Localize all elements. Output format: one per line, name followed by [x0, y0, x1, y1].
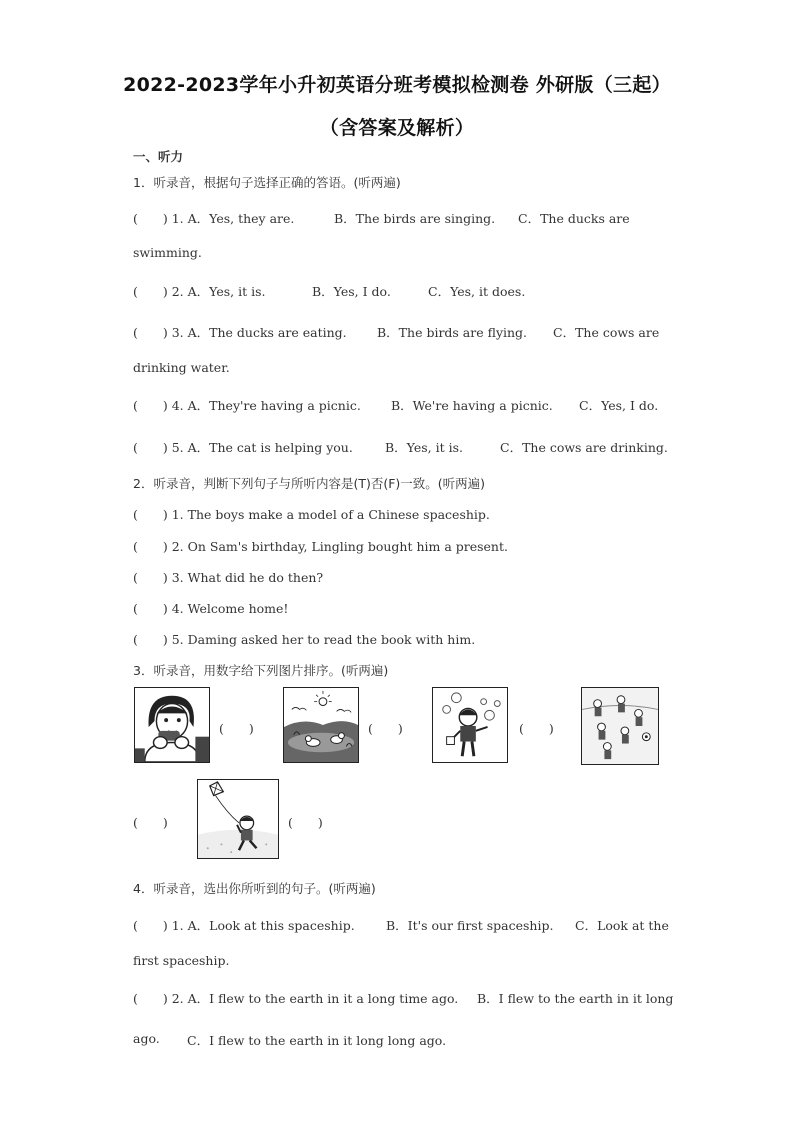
q1-item-3-cont: drinking water.	[133, 360, 230, 375]
q4-item-2-cont: ago.	[133, 1031, 160, 1046]
q1-heading: 1．听录音，根据句子选择正确的答语。(听两遍)	[133, 175, 401, 190]
q4-item-2-a: ( ) 2. A．I flew to the earth in it a long time ago.	[133, 991, 459, 1006]
q1-item-2-a: ( ) 2. A．Yes, it is.	[133, 284, 266, 299]
boy-bubbles-icon	[432, 687, 508, 763]
children-playing-football-icon	[581, 687, 659, 765]
q4-item-1-a: ( ) 1. A．Look at this spaceship.	[133, 918, 355, 933]
q1-item-3-b: B．The birds are flying.	[377, 325, 528, 340]
q2-item-2: ( ) 2. On Sam's birthday, Lingling bought him a present.	[133, 539, 508, 554]
q4-item-2-c: C．I flew to the earth in it long long ago.	[187, 1033, 447, 1048]
q1-item-5-b: B．Yes, it is.	[385, 440, 463, 455]
page-subtitle: （含答案及解析）	[319, 117, 475, 139]
q3-heading: 3．听录音，用数字给下列图片排序。(听两遍)	[133, 663, 389, 678]
q1-item-5-c: C．The cows are drinking.	[500, 440, 668, 455]
q3-paren-1: ( )	[219, 721, 254, 736]
q1-item-2-b: B．Yes, I do.	[312, 284, 391, 299]
q3-paren-3: ( )	[519, 721, 554, 736]
q1-item-3-a: ( ) 3. A．The ducks are eating.	[133, 325, 347, 340]
q2-item-4: ( ) 4. Welcome home!	[133, 601, 289, 616]
q4-item-1-cont: first spaceship.	[133, 953, 230, 968]
q4-item-1-b: B．It's our first spaceship.	[386, 918, 554, 933]
q1-item-1-c: C．The ducks are	[518, 211, 630, 226]
q4-item-2-b: B．I flew to the earth in it long	[477, 991, 674, 1006]
q1-item-1-cont: swimming.	[133, 245, 202, 260]
q3-paren-4: ( )	[133, 815, 168, 830]
q2-heading: 2．听录音，判断下列句子与所听内容是(T)否(F)一致。(听两遍)	[133, 476, 486, 491]
q1-item-4-c: C．Yes, I do.	[579, 398, 659, 413]
page-title: 2022-2023学年小升初英语分班考模拟检测卷 外研版（三起）	[123, 74, 671, 96]
girl-eating-icon	[134, 687, 210, 763]
q1-item-5-a: ( ) 5. A．The cat is helping you.	[133, 440, 353, 455]
q1-item-1-b: B．The birds are singing.	[334, 211, 496, 226]
q4-item-1-c: C．Look at the	[575, 918, 669, 933]
q1-item-4-b: B．We're having a picnic.	[391, 398, 553, 413]
q2-item-3: ( ) 3. What did he do then?	[133, 570, 324, 585]
q2-item-5: ( ) 5. Daming asked her to read the book with him.	[133, 632, 476, 647]
q1-item-4-a: ( ) 4. A．They're having a picnic.	[133, 398, 361, 413]
q2-item-1: ( ) 1. The boys make a model of a Chinese spaceship.	[133, 507, 490, 522]
section-heading: 一、听力	[133, 149, 184, 164]
boy-flying-kite-icon	[197, 779, 279, 859]
q1-item-2-c: C．Yes, it does.	[428, 284, 526, 299]
q3-paren-5: ( )	[288, 815, 323, 830]
q1-item-1-a: ( ) 1. A．Yes, they are.	[133, 211, 295, 226]
q4-heading: 4．听录音，选出你所听到的句子。(听两遍)	[133, 881, 376, 896]
q3-paren-2: ( )	[368, 721, 403, 736]
q1-item-3-c: C．The cows are	[553, 325, 660, 340]
ducks-in-pond-icon	[283, 687, 359, 763]
